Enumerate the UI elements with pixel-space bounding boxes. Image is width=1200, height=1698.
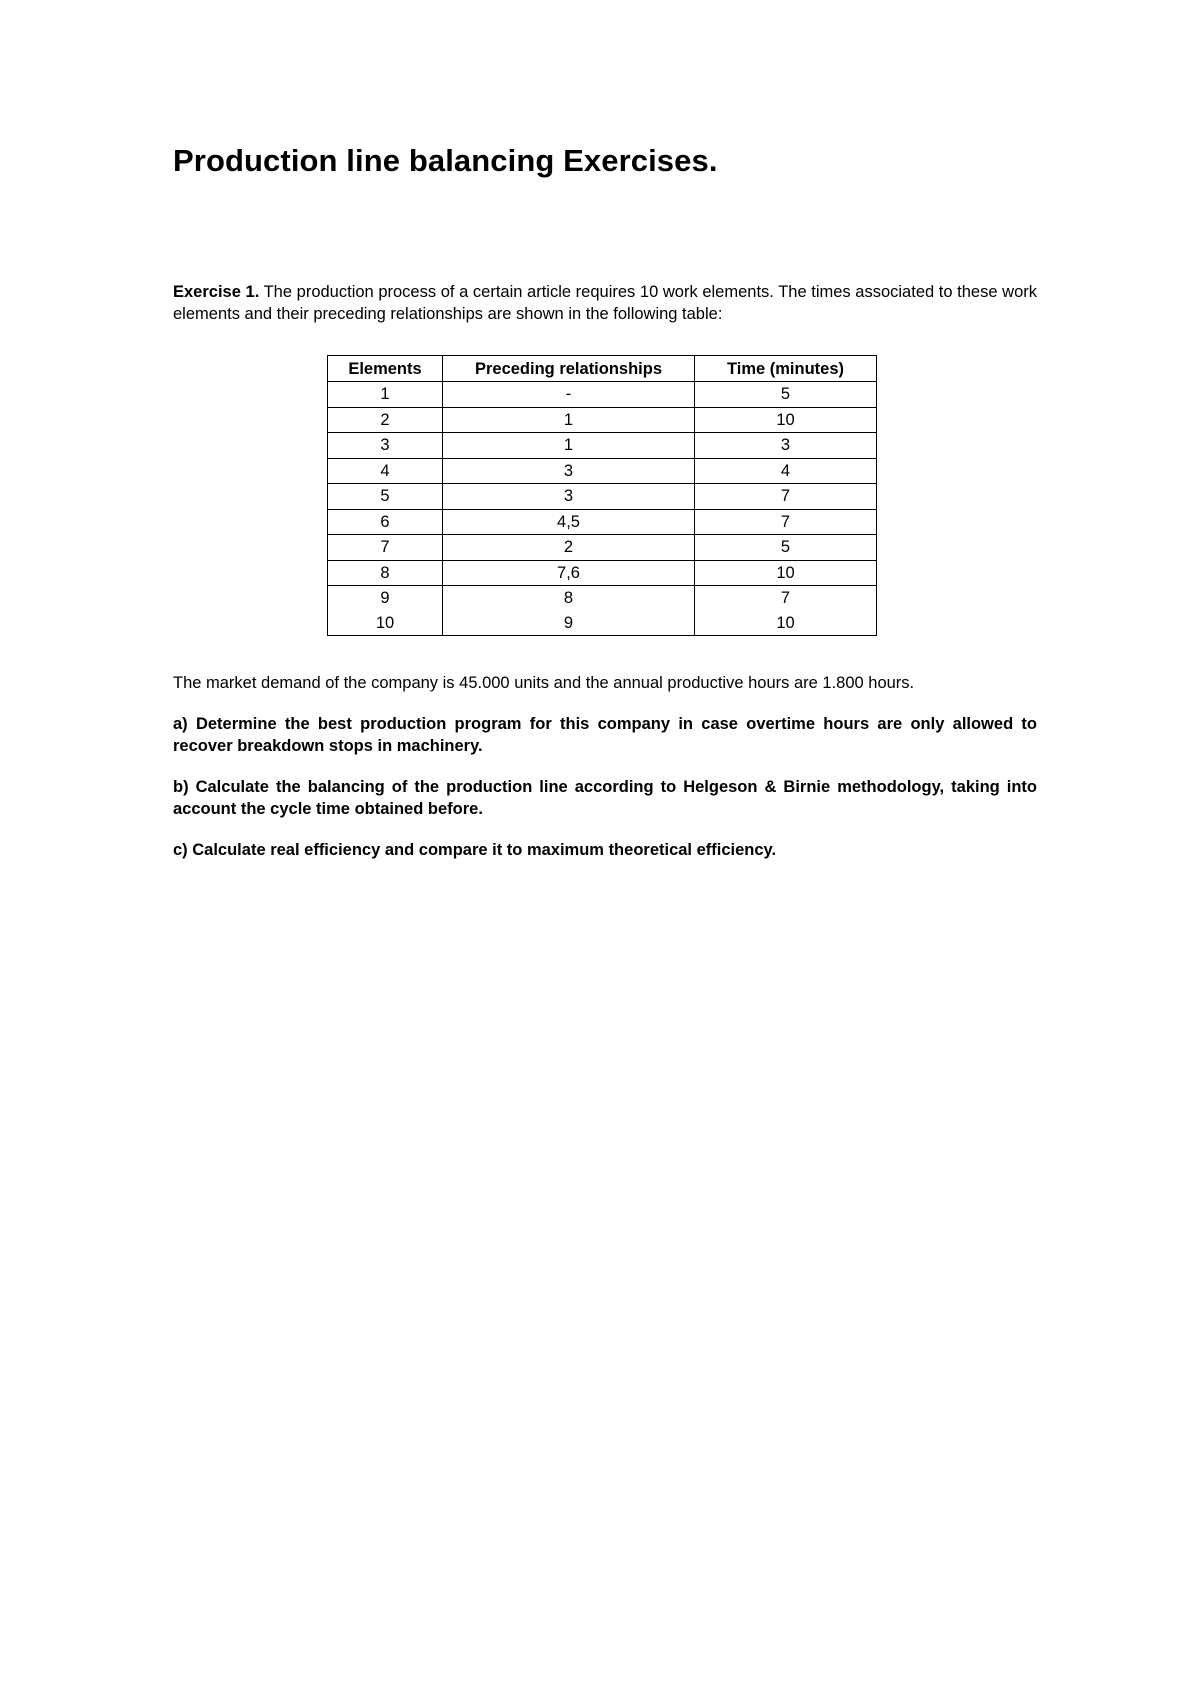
exercise-intro-text: The production process of a certain article requires 10 work elements. The times associated to these work elements and their preceding relationships are shown in the following table: [173, 283, 1037, 323]
cell-preceding: - [443, 382, 695, 408]
table-row [328, 407, 877, 433]
cell-element: 1 [328, 382, 443, 408]
table-row [328, 509, 877, 535]
cell-time: 5 [695, 535, 877, 561]
demand-paragraph: The market demand of the company is 45.000 units and the annual productive hours are 1.800 hours. [173, 674, 915, 692]
cell-preceding: 4,5 [443, 509, 695, 535]
cell-time: 10 [695, 407, 877, 433]
cell-preceding: 2 [443, 535, 695, 561]
elements-table-wrapper [327, 355, 877, 636]
header-preceding: Preceding relationships [443, 356, 695, 382]
header-time: Time (minutes) [695, 356, 877, 382]
exercise-label: Exercise 1. [173, 283, 260, 301]
table-row [328, 586, 877, 611]
cell-preceding: 7,6 [443, 560, 695, 586]
cell-element: 2 [328, 407, 443, 433]
cell-element: 9 [328, 586, 443, 611]
cell-time: 5 [695, 382, 877, 408]
cell-element: 8 [328, 560, 443, 586]
cell-time: 4 [695, 458, 877, 484]
cell-time: 7 [695, 586, 877, 611]
table-row [328, 484, 877, 510]
table-row [328, 535, 877, 561]
table-row [328, 433, 877, 459]
cell-time: 10 [695, 560, 877, 586]
cell-time: 3 [695, 433, 877, 459]
question-a: a) Determine the best production program for this company in case overtime hours are only allowed to recover breakdown stops in machinery. [173, 715, 1037, 755]
table-row [328, 458, 877, 484]
table-row [328, 611, 877, 636]
elements-table [327, 355, 877, 636]
cell-element: 6 [328, 509, 443, 535]
cell-element: 7 [328, 535, 443, 561]
cell-preceding: 3 [443, 458, 695, 484]
cell-element: 3 [328, 433, 443, 459]
cell-element: 4 [328, 458, 443, 484]
exercise-intro [173, 281, 1037, 325]
header-elements: Elements [328, 356, 443, 382]
cell-time: 7 [695, 484, 877, 510]
table-row [328, 382, 877, 408]
table-row [328, 560, 877, 586]
page-title: Production line balancing Exercises. [173, 143, 718, 178]
cell-preceding: 1 [443, 407, 695, 433]
cell-time: 10 [695, 611, 877, 636]
cell-preceding: 8 [443, 586, 695, 611]
cell-element: 10 [328, 611, 443, 636]
cell-preceding: 3 [443, 484, 695, 510]
question-b: b) Calculate the balancing of the production line according to Helgeson & Birnie methodology, taking into account the cycle time obtained before. [173, 778, 1037, 818]
table-header-row [328, 356, 877, 382]
cell-element: 5 [328, 484, 443, 510]
cell-time: 7 [695, 509, 877, 535]
cell-preceding: 1 [443, 433, 695, 459]
question-c: c) Calculate real efficiency and compare it to maximum theoretical efficiency. [173, 841, 777, 859]
cell-preceding: 9 [443, 611, 695, 636]
